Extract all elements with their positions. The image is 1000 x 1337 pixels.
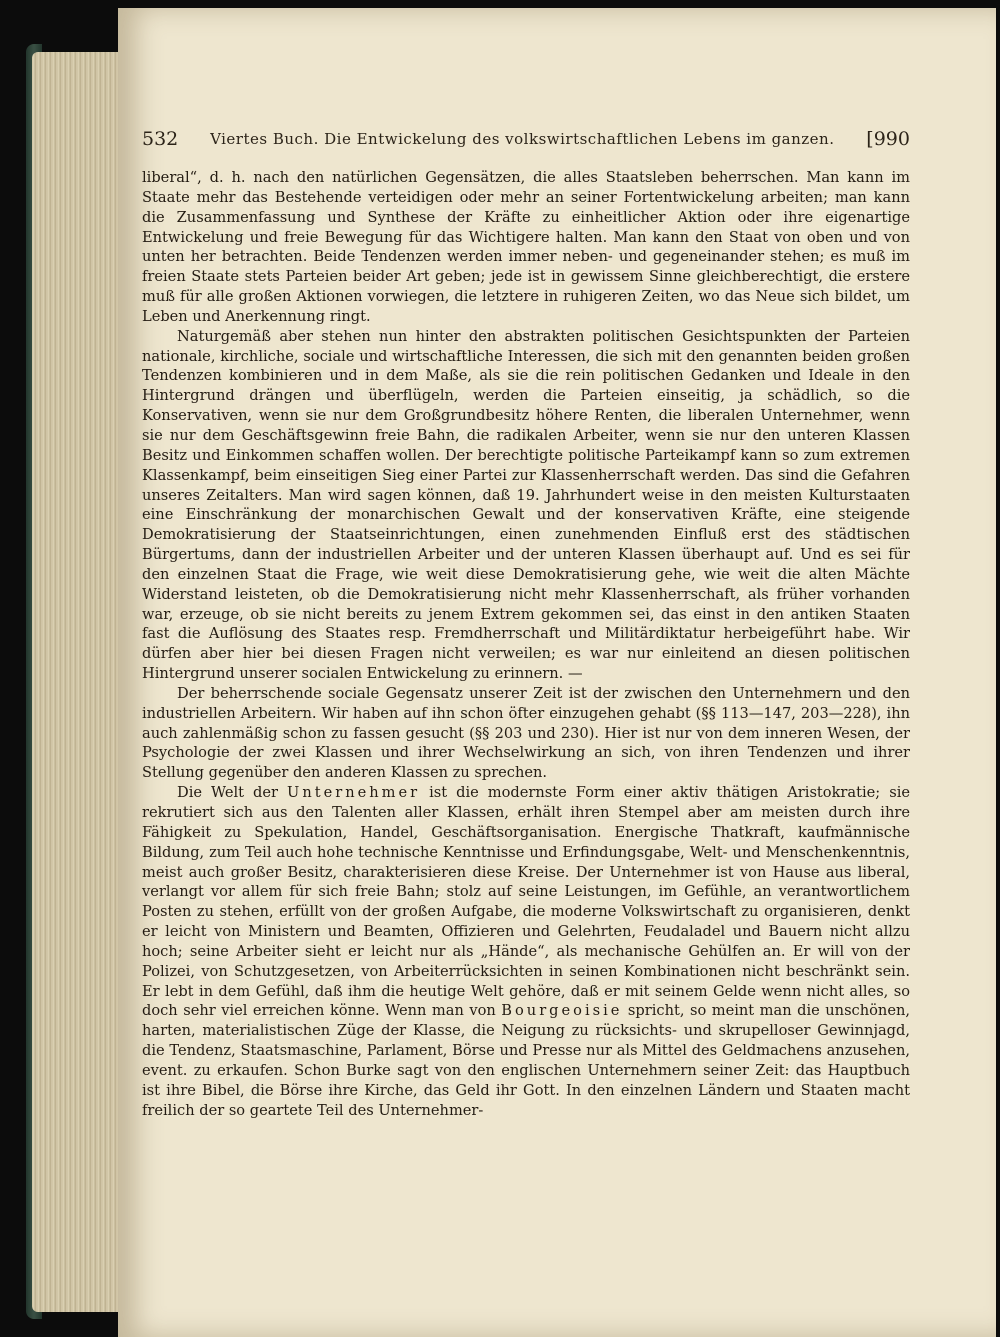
running-title: Viertes Buch. Die Entwickelung des volkswirtschaftlichen Lebens im ganzen. <box>210 130 835 148</box>
emphasized-word: Bourgeoisie <box>501 1002 623 1020</box>
paragraph: Naturgemäß aber stehen nun hinter den abstrakten politischen Gesichtspunkten der Parteien nationale, kirchliche, sociale und wirtschaftliche Interessen, die sich mit den genannten beiden großen Tendenzen kombinieren und in dem Maße, als sie die rein politischen Gedanken und Ideale in den Hintergrund drängen und überflügeln, werden die Parteien einseitig, ja schädlich, so die Konservativen, wenn sie nur dem Großgrundbesitz höhere Renten, die liberalen Unternehmer, wenn sie nur dem Geschäftsgewinn freie Bahn, die radikalen Arbeiter, wenn sie nur den unteren Klassen Besitz und Einkommen schaffen wollen. Der berechtigte politische Parteikampf kann so zum extremen Klassenkampf, beim einseitigen Sieg einer Partei zur Klassenherrschaft werden. Das sind die Gefahren unseres Zeitalters. Man wird sagen können, daß 19. Jahrhundert weise in den meisten Kulturstaaten eine Einschränkung der monarchischen Gewalt und der konservativen Kräfte, eine steigende Demokratisierung der Staatseinrichtungen, einen zunehmenden Einfluß erst des städtischen Bürgertums, dann der industriellen Arbeiter und der unteren Klassen überhaupt auf. Und es sei für den einzelnen Staat die Frage, wie weit diese Demokratisierung gehe, wie weit die alten Mächte Widerstand leisteten, ob die Demokratisierung nicht mehr Klassenherrschaft, als früher vorhanden war, erzeuge, ob sie nicht bereits zu jenem Extrem gekommen sei, das einst in den antiken Staaten fast die Auflösung des Staates resp. Fremdherrschaft und Militärdiktatur herbeigeführt habe. Wir dürfen aber hier bei diesen Fragen nicht verweilen; es war nur einleitend an diesen politischen Hintergrund unserer socialen Entwickelung zu erinnern. — <box>142 327 910 683</box>
emphasized-word: Unternehmer <box>287 784 421 802</box>
section-marker: [990 <box>866 128 910 150</box>
paragraph: Der beherrschende sociale Gegensatz unserer Zeit ist der zwischen den Unternehmern und den industriellen Arbeitern. Wir haben auf ihn schon öfter einzugehen gehabt (§§ 113—147, 203—228), ihn auch zahlenmäßig schon zu fassen gesucht (§§ 203 und 230). Hier ist nur von dem inneren Wesen, der Psychologie der zwei Klassen und ihrer Wechselwirkung an sich, von ihren Tendenzen und ihrer Stellung gegenüber den anderen Klassen zu sprechen. <box>142 684 910 782</box>
paragraph <box>142 783 910 1120</box>
running-header <box>142 124 910 154</box>
text-run: Die Welt der <box>177 784 288 802</box>
body-text <box>142 168 910 1121</box>
page-number: 532 <box>142 128 179 150</box>
text-run: spricht, so meint man die unschönen, harten, materialistischen Züge der Klasse, die Neigung zu rücksichts- und skrupelloser Gewinnjagd, die Tendenz, Staatsmaschine, Parlament, Börse und Presse nur als Mittel des Geldmachens anzusehen, event. zu erkaufen. Schon Burke sagt von den englischen Unternehmern seiner Zeit: das Hauptbuch ist ihre Bibel, die Börse ihre Kirche, das Geld ihr Gott. In den einzelnen Ländern und Staaten macht freilich der so geartete Teil des Unternehmer- <box>142 1002 910 1119</box>
text-run: ist die modernste Form einer aktiv thätigen Aristokratie; sie rekrutiert sich aus den Talenten aller Klassen, erhält ihren Stempel aber am meisten durch ihre Fähigkeit zu Spekulation, Handel, Geschäftsorganisation. Energische Thatkraft, kaufmännische Bildung, zum Teil auch hohe technische Kenntnisse und Erfindungsgabe, Welt- und Menschenkenntnis, meist auch großer Besitz, charakterisieren diese Kreise. Der Unternehmer ist von Hause aus liberal, verlangt vor allem für sich freie Bahn; stolz auf seine Leistungen, im Gefühle, an verantwortlichem Posten zu stehen, erfüllt von der großen Aufgabe, die moderne Volkswirtschaft zu organisieren, denkt er leicht von Ministern und Beamten, Offizieren und Gelehrten, Feudaladel und Bauern nicht allzu hoch; seine Arbeiter sieht er leicht nur als „Hände“, als mechanische Gehülfen an. Er will von der Polizei, von Schutzgesetzen, von Arbeiterrücksichten in seinen Kombinationen nicht beschränkt sein. Er lebt in dem Gefühl, daß ihm die heutige Welt gehöre, daß er mit seinem Gelde wenn nicht alles, so doch sehr viel erreichen könne. Wenn man von <box>142 784 910 1020</box>
paragraph: liberal“, d. h. nach den natürlichen Gegensätzen, die alles Staatsleben beherrschen. Man kann im Staate mehr das Bestehende verteidigen oder mehr an seiner Fortentwickelung arbeiten; man kann die Zusammenfassung und Synthese der Kräfte zu einheitlicher Aktion oder ihre eigenartige Entwickelung und freie Bewegung für das Wichtigere halten. Man kann den Staat von oben und von unten her betrachten. Beide Tendenzen werden immer neben- und gegeneinander stehen; es muß im freien Staate stets Parteien beider Art geben; jede ist in gewissem Sinne gleichberechtigt, die erstere muß für alle großen Aktionen vorwiegen, die letztere in ruhigeren Zeiten, wo das Neue sich bildet, um Leben und Anerkennung ringt. <box>142 169 910 325</box>
